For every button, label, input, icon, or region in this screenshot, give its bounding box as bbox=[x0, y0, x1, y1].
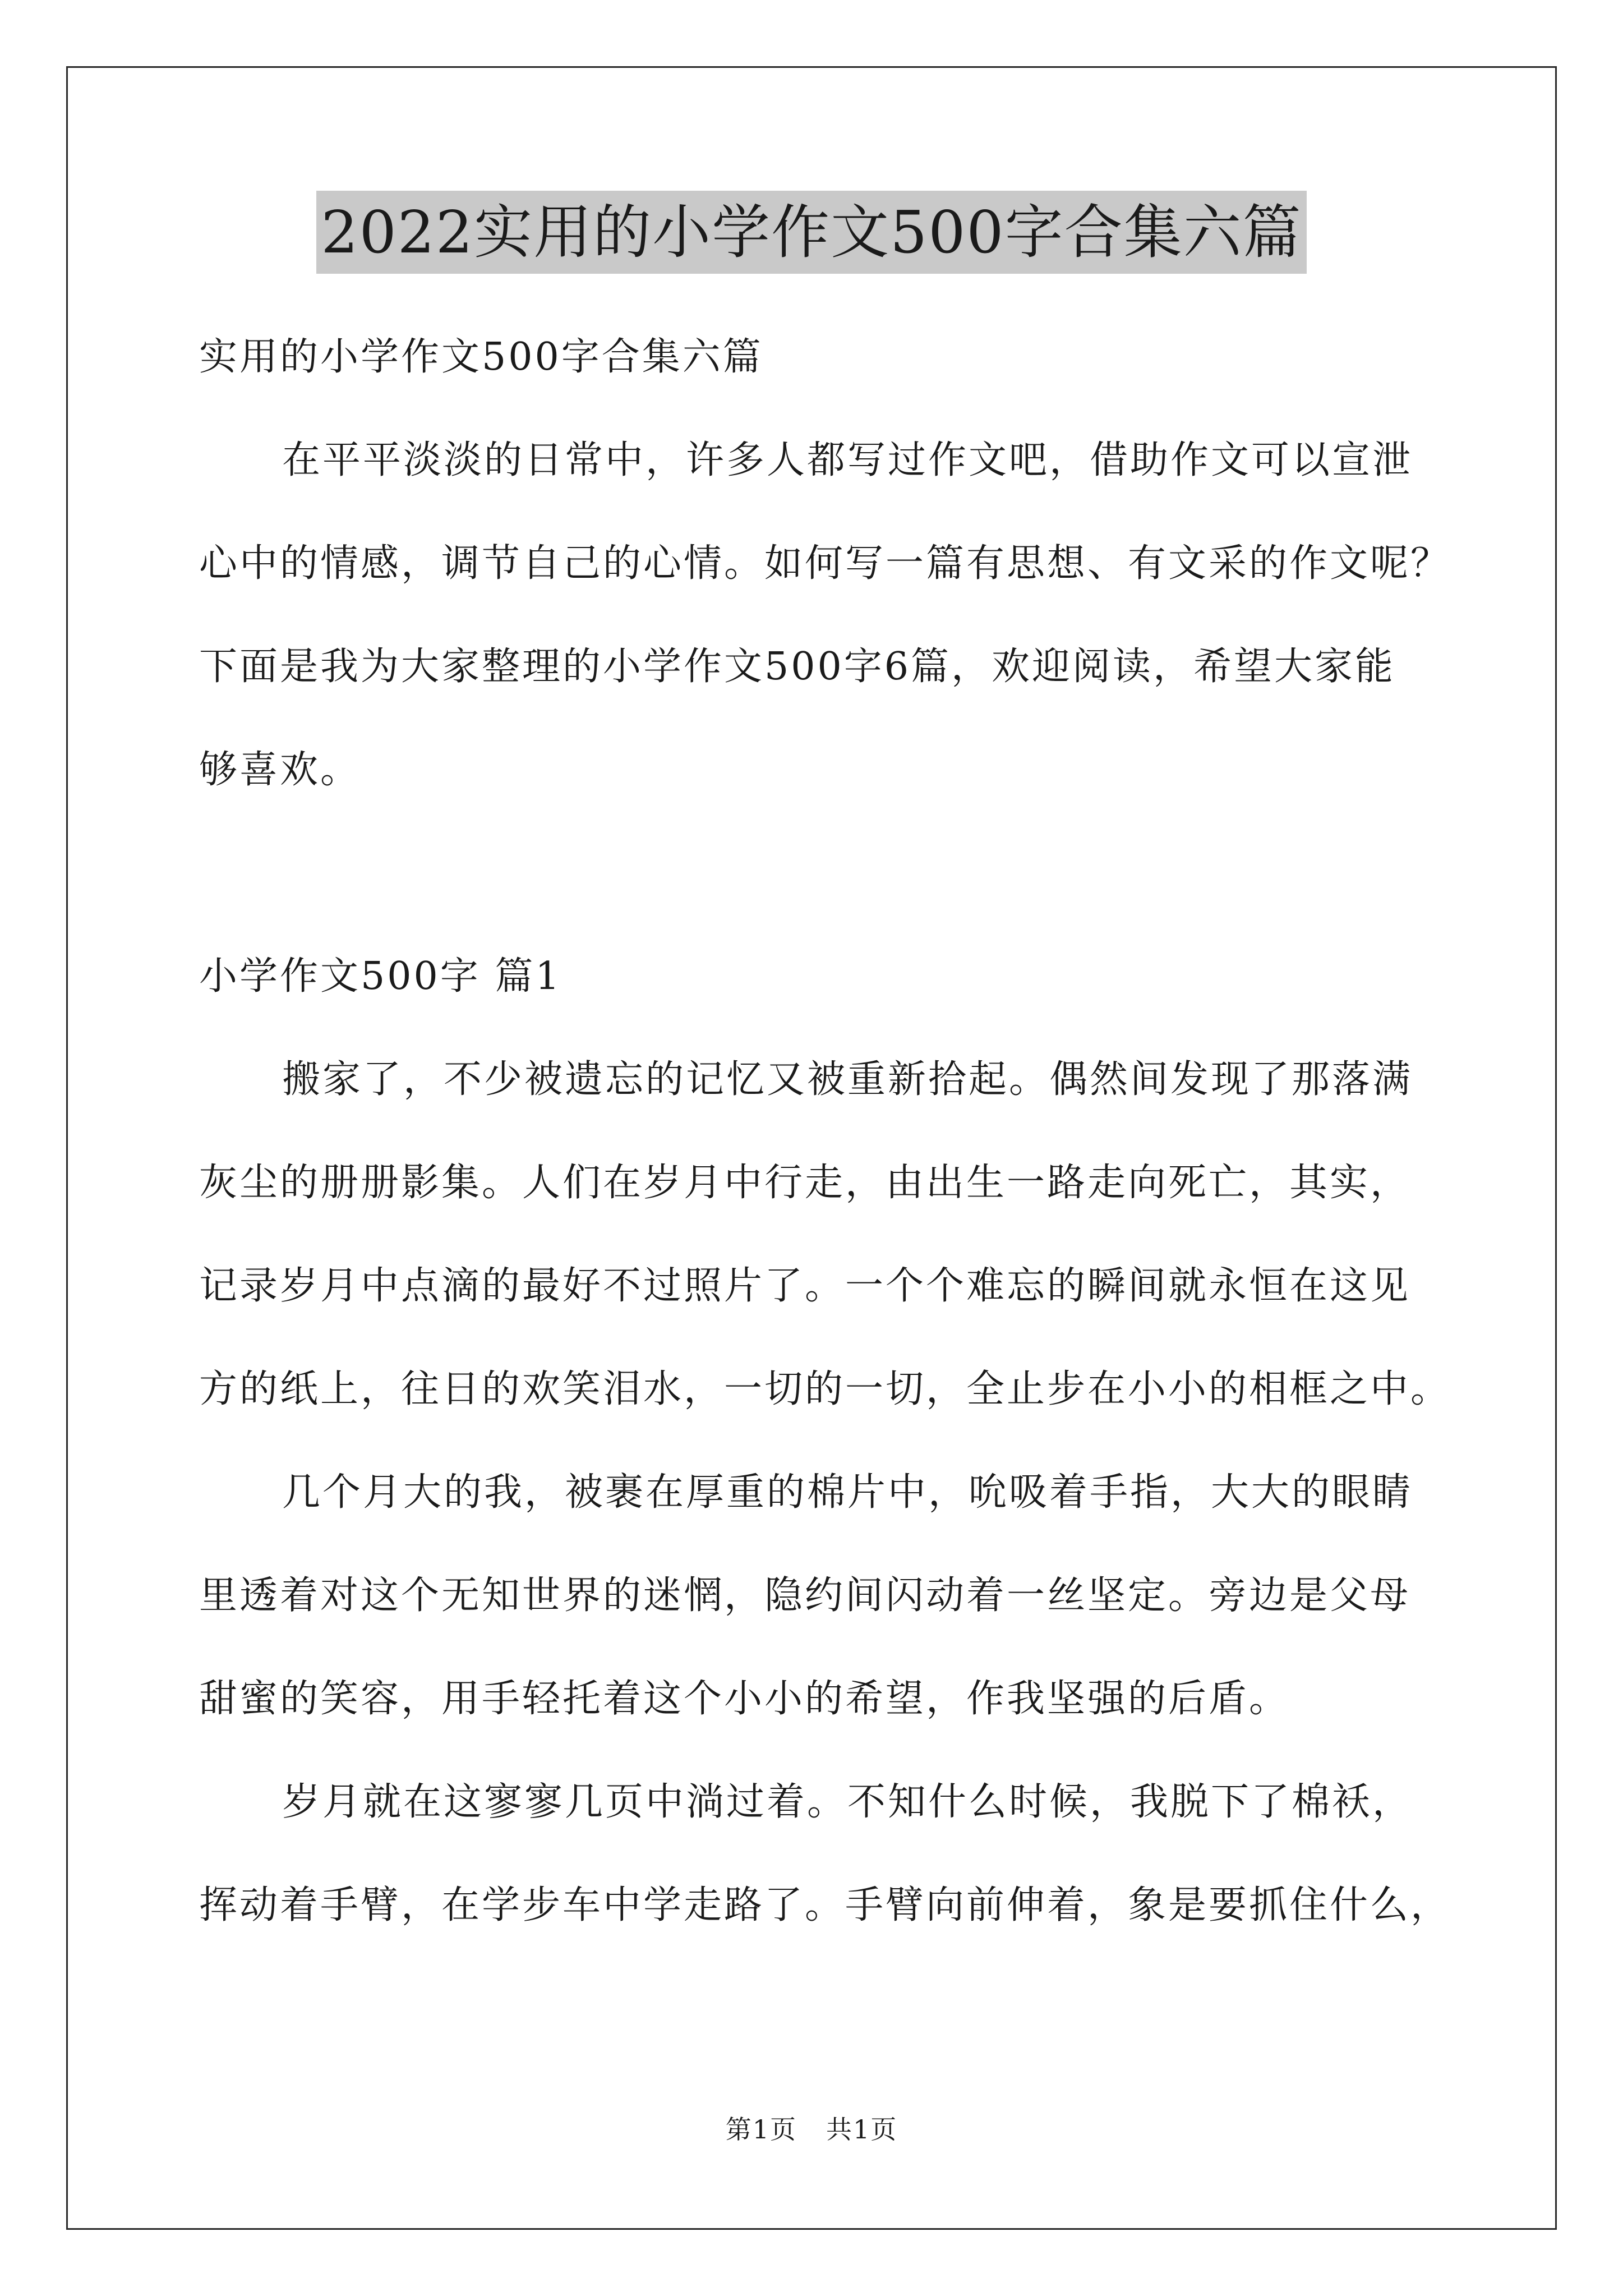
paragraph-spacer bbox=[199, 822, 1461, 925]
page-footer bbox=[0, 2109, 1623, 2146]
intro-line: 够喜欢。 bbox=[199, 748, 361, 792]
paragraph-line: 岁月就在这寥寥几页中淌过着。不知什么时候，我脱下了棉袄， bbox=[282, 1780, 1413, 1824]
subtitle: 实用的小学作文500字合集六篇 bbox=[199, 335, 763, 379]
intro-line: 在平平淡淡的日常中，许多人都写过作文吧，借助作文可以宣泄 bbox=[282, 438, 1413, 482]
page-total: 共1页 bbox=[826, 2114, 898, 2145]
paragraph-line: 挥动着手臂，在学步车中学走路了。手臂向前伸着，象是要抓住什么， bbox=[199, 1883, 1451, 1927]
intro-line: 下面是我为大家整理的小学作文500字6篇，欢迎阅读，希望大家能 bbox=[199, 645, 1396, 689]
paragraph-line: 里透着对这个无知世界的迷惘，隐约间闪动着一丝坚定。旁边是父母 bbox=[199, 1573, 1411, 1618]
document-body bbox=[199, 306, 1461, 1957]
intro-line: 心中的情感，调节自己的心情。如何写一篇有思想、有文采的作文呢？ bbox=[199, 541, 1451, 586]
paragraph-line: 几个月大的我，被裹在厚重的棉片中，吮吸着手指，大大的眼睛 bbox=[282, 1470, 1413, 1515]
paragraph-line: 记录岁月中点滴的最好不过照片了。一个个难忘的瞬间就永恒在这见 bbox=[199, 1264, 1411, 1308]
paragraph-line: 灰尘的册册影集。人们在岁月中行走，由出生一路走向死亡，其实， bbox=[199, 1161, 1411, 1205]
paragraph-line: 甜蜜的笑容，用手轻托着这个小小的希望，作我坚强的后盾。 bbox=[199, 1677, 1290, 1721]
section-heading: 小学作文500字 篇1 bbox=[199, 954, 562, 999]
paragraph-line: 方的纸上，往日的欢笑泪水，一切的一切，全止步在小小的相框之中。 bbox=[199, 1367, 1451, 1411]
document-title: 2022实用的小学作文500字合集六篇 bbox=[316, 191, 1306, 274]
title-container bbox=[0, 191, 1623, 274]
page-number: 第1页 bbox=[725, 2114, 797, 2145]
paragraph-line: 搬家了，不少被遗忘的记忆又被重新拾起。偶然间发现了那落满 bbox=[282, 1057, 1413, 1102]
